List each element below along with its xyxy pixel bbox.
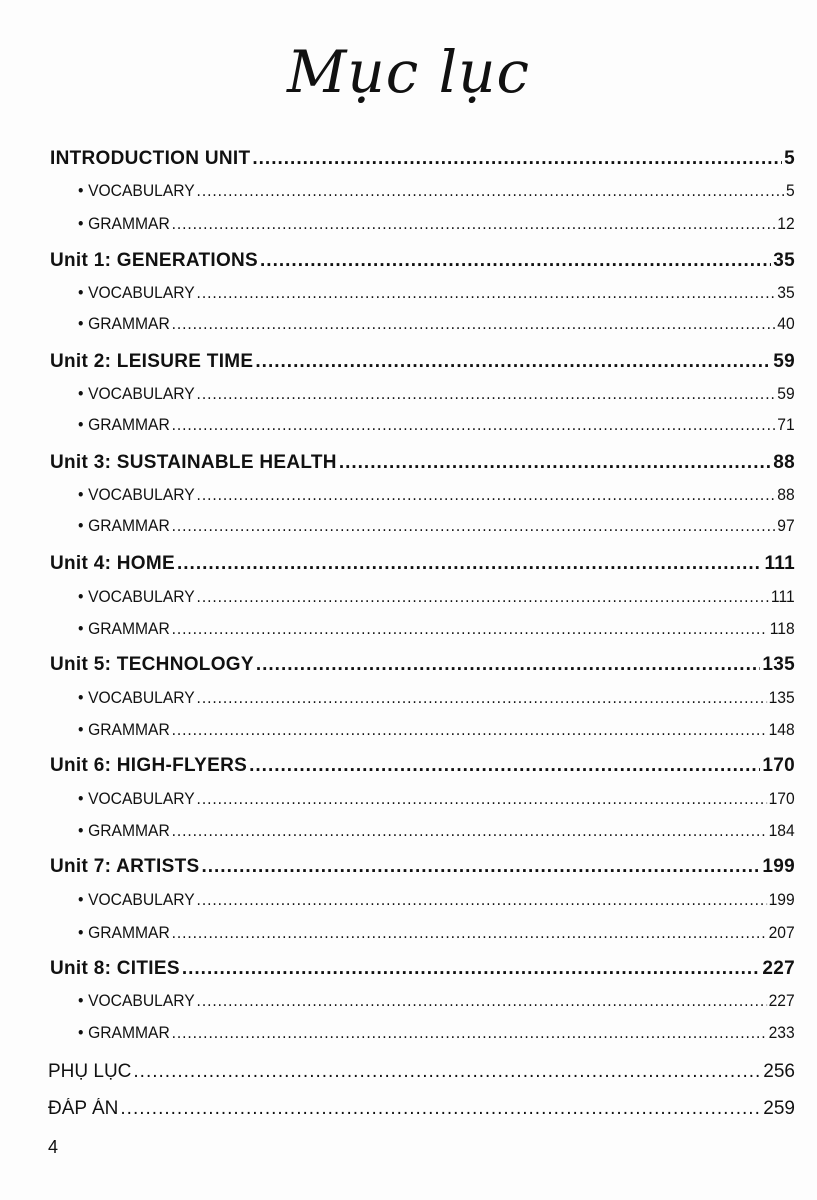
toc-unit-title: Unit 3: SUSTAINABLE HEALTH xyxy=(50,452,337,473)
toc-item-label: • GRAMMAR xyxy=(78,516,170,536)
leader-dots xyxy=(172,415,776,435)
leader-dots xyxy=(249,755,760,777)
toc-item-grammar[interactable] xyxy=(78,415,795,435)
toc-item-label: • GRAMMAR xyxy=(78,1023,170,1043)
toc-unit-title: Unit 1: GENERATIONS xyxy=(50,250,259,271)
leader-dots xyxy=(172,516,776,536)
leader-dots xyxy=(260,250,771,272)
toc-unit-1[interactable] xyxy=(50,250,795,272)
toc-item-vocabulary[interactable] xyxy=(78,587,795,607)
leader-dots xyxy=(255,351,771,373)
leader-dots xyxy=(197,688,767,708)
leader-dots xyxy=(197,890,767,910)
toc-unit-8[interactable] xyxy=(50,958,795,980)
toc-item-label: • GRAMMAR xyxy=(78,821,170,841)
toc-page-number: 40 xyxy=(777,314,795,333)
leader-dots xyxy=(197,181,785,201)
toc-page-number: 170 xyxy=(762,755,795,776)
leader-dots xyxy=(133,1061,761,1083)
leader-dots xyxy=(172,821,767,841)
toc-item-grammar[interactable] xyxy=(78,1023,795,1043)
toc-item-vocabulary[interactable] xyxy=(78,991,795,1011)
toc-page-number: 12 xyxy=(777,214,795,233)
toc-unit-2[interactable] xyxy=(50,351,795,373)
toc-page-number: 199 xyxy=(762,856,795,877)
toc-unit-title: Unit 8: CITIES xyxy=(50,958,180,979)
leader-dots xyxy=(197,384,776,404)
toc-item-vocabulary[interactable] xyxy=(78,485,795,505)
leader-dots xyxy=(252,148,782,170)
toc-item-vocabulary[interactable] xyxy=(78,384,795,404)
toc-page-number: 135 xyxy=(762,654,795,675)
toc-appendix-title: PHỤ LỤC xyxy=(48,1061,132,1082)
toc-unit-title: Unit 2: LEISURE TIME xyxy=(50,351,254,372)
leader-dots xyxy=(197,991,767,1011)
leader-dots xyxy=(339,452,771,474)
toc-item-grammar[interactable] xyxy=(78,923,795,943)
toc-item-label: • VOCABULARY xyxy=(78,789,195,809)
toc-page-number: 71 xyxy=(777,415,795,434)
leader-dots xyxy=(172,619,768,639)
toc-item-label: • GRAMMAR xyxy=(78,314,170,334)
toc-page-number: 256 xyxy=(763,1061,795,1082)
toc-item-label: • VOCABULARY xyxy=(78,384,195,404)
leader-dots xyxy=(182,958,761,980)
toc-page-number: 199 xyxy=(768,890,795,909)
toc-item-label: • VOCABULARY xyxy=(78,890,195,910)
toc-item-label: • VOCABULARY xyxy=(78,181,195,201)
toc-item-label: • GRAMMAR xyxy=(78,720,170,740)
page-number: 4 xyxy=(48,1137,59,1157)
toc-item-grammar[interactable] xyxy=(78,821,795,841)
toc-item-label: • GRAMMAR xyxy=(78,923,170,943)
toc-item-label: • VOCABULARY xyxy=(78,283,195,303)
toc-item-label: • GRAMMAR xyxy=(78,214,170,234)
toc-unit-title: INTRODUCTION UNIT xyxy=(50,148,251,169)
toc-page-number: 59 xyxy=(777,384,795,403)
toc-page-number: 227 xyxy=(762,958,795,979)
toc-unit-title: Unit 4: HOME xyxy=(50,553,175,574)
toc-page-number: 59 xyxy=(773,351,795,372)
leader-dots xyxy=(172,314,776,334)
toc-answer-key[interactable] xyxy=(48,1098,795,1120)
leader-dots xyxy=(197,587,770,607)
toc-page-number: 170 xyxy=(768,789,795,808)
leader-dots xyxy=(172,214,776,234)
leader-dots xyxy=(120,1098,761,1120)
leader-dots xyxy=(172,720,767,740)
toc-item-vocabulary[interactable] xyxy=(78,688,795,708)
toc-page-number: 5 xyxy=(785,181,795,200)
toc-unit-6[interactable] xyxy=(50,755,795,777)
page-title: Mục lục xyxy=(286,38,531,106)
toc-item-grammar[interactable] xyxy=(78,214,795,234)
toc-page-number: 135 xyxy=(768,688,795,707)
toc-item-label: • VOCABULARY xyxy=(78,991,195,1011)
toc-page-number: 97 xyxy=(777,516,795,535)
toc-page-number: 233 xyxy=(768,1023,795,1042)
toc-page-number: 184 xyxy=(768,821,795,840)
toc-item-label: • VOCABULARY xyxy=(78,485,195,505)
toc-item-grammar[interactable] xyxy=(78,720,795,740)
toc-item-grammar[interactable] xyxy=(78,314,795,334)
toc-page-number: 259 xyxy=(763,1098,795,1119)
toc-unit-3[interactable] xyxy=(50,452,795,474)
leader-dots xyxy=(197,485,776,505)
leader-dots xyxy=(201,856,760,878)
leader-dots xyxy=(172,1023,767,1043)
toc-item-vocabulary[interactable] xyxy=(78,890,795,910)
toc-item-vocabulary[interactable] xyxy=(78,181,795,201)
toc-answer-key-title: ĐÁP ÁN xyxy=(48,1098,119,1119)
toc-page-number: 207 xyxy=(768,923,795,942)
toc-unit-title: Unit 7: ARTISTS xyxy=(50,856,200,877)
leader-dots xyxy=(172,923,767,943)
toc-unit-title: Unit 6: HIGH-FLYERS xyxy=(50,755,248,776)
toc-item-grammar[interactable] xyxy=(78,516,795,536)
toc-item-label: • GRAMMAR xyxy=(78,619,170,639)
toc-page-number: 35 xyxy=(773,250,795,271)
toc-page-number: 88 xyxy=(773,452,795,473)
leader-dots xyxy=(197,789,767,809)
toc-page-number: 88 xyxy=(777,485,795,504)
toc-item-label: • GRAMMAR xyxy=(78,415,170,435)
toc-page-number: 148 xyxy=(768,720,795,739)
leader-dots xyxy=(177,553,762,575)
toc-unit-title: Unit 5: TECHNOLOGY xyxy=(50,654,254,675)
toc-item-label: • VOCABULARY xyxy=(78,587,195,607)
toc-unit-4[interactable] xyxy=(50,553,795,575)
toc-unit-introduction[interactable] xyxy=(50,148,795,170)
toc-appendix[interactable] xyxy=(48,1061,795,1083)
toc-page-number: 227 xyxy=(768,991,795,1010)
toc-item-grammar[interactable] xyxy=(78,619,795,639)
toc-page-number: 35 xyxy=(777,283,795,302)
leader-dots xyxy=(197,283,776,303)
toc-item-vocabulary[interactable] xyxy=(78,283,795,303)
toc-unit-5[interactable] xyxy=(50,654,795,676)
toc-item-label: • VOCABULARY xyxy=(78,688,195,708)
toc-item-vocabulary[interactable] xyxy=(78,789,795,809)
toc-page-number: 5 xyxy=(784,148,795,169)
toc-page-number: 118 xyxy=(769,619,795,638)
toc-page-number: 111 xyxy=(770,587,795,606)
toc-page-number: 111 xyxy=(764,553,795,574)
toc-unit-7[interactable] xyxy=(50,856,795,878)
leader-dots xyxy=(256,654,761,676)
